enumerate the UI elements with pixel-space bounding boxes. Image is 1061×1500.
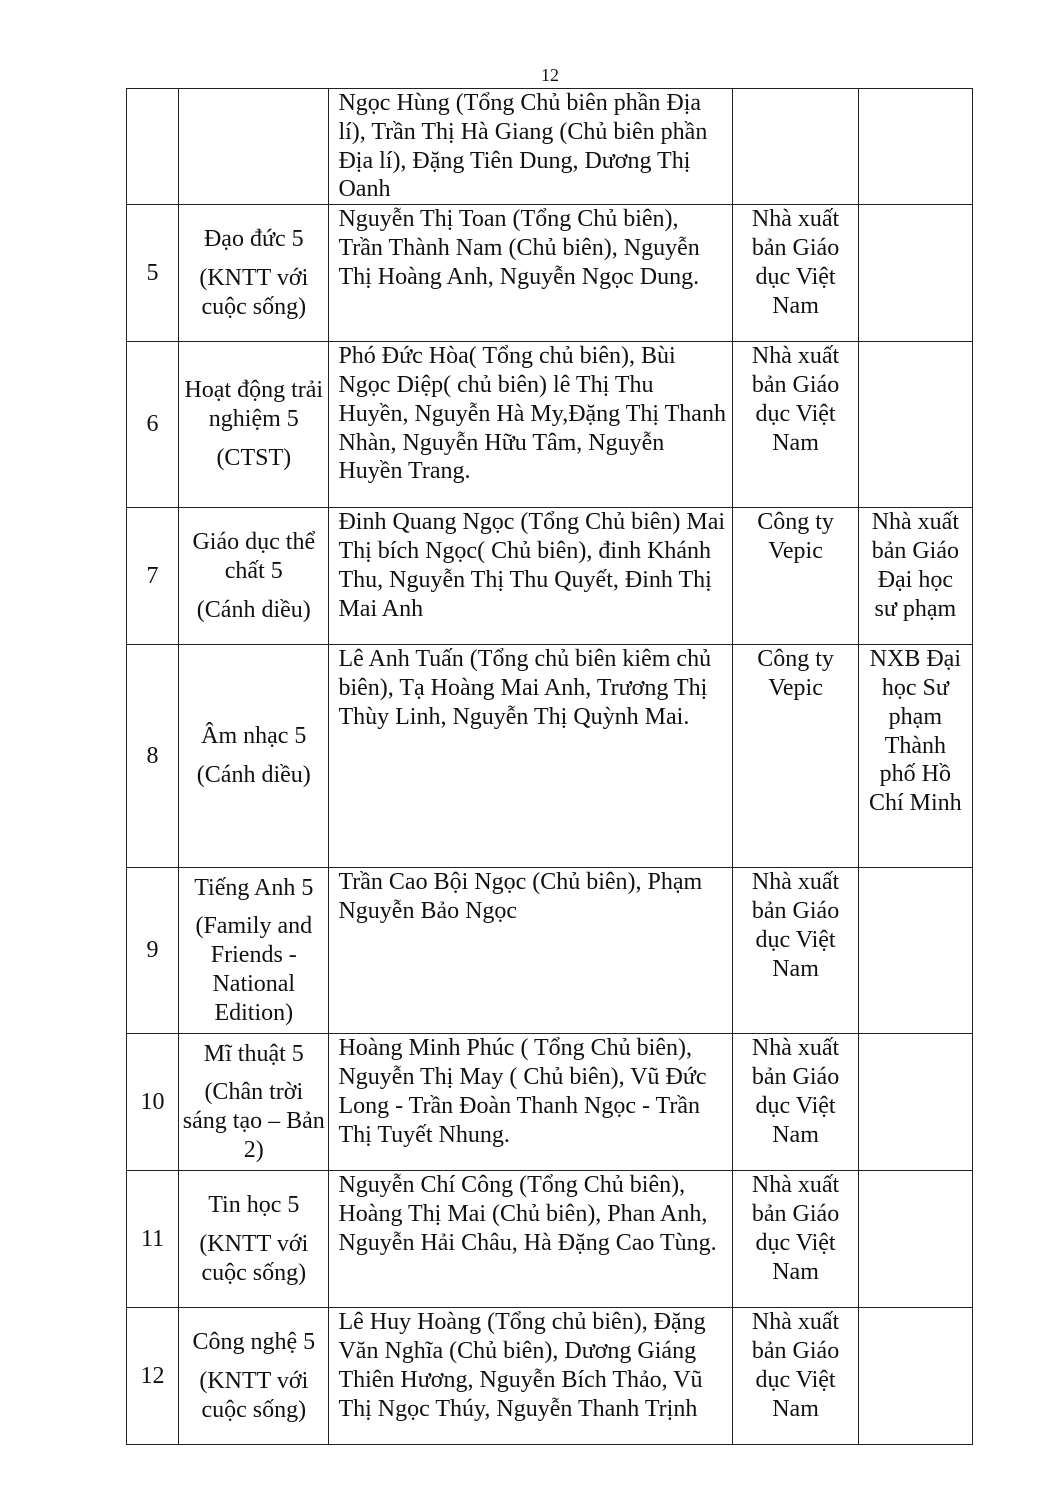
stt-cell: 6 xyxy=(127,342,179,508)
authors-cell: Ngọc Hùng (Tổng Chủ biên phần Địa lí), Trần Thị Hà Giang (Chủ biên phần Địa lí), Đặng Tiên Dung, Dương Thị Oanh xyxy=(329,89,733,205)
publisher-cell xyxy=(733,89,858,205)
subject-cell xyxy=(179,89,329,205)
stt-cell: 7 xyxy=(127,508,179,645)
table-row xyxy=(127,1308,973,1445)
authors-cell: Trần Cao Bội Ngọc (Chủ biên), Phạm Nguyễn Bảo Ngọc xyxy=(329,868,733,1034)
authors-cell: Phó Đức Hòa( Tổng chủ biên), Bùi Ngọc Diệp( chủ biên) lê Thị Thu Huyền, Nguyễn Hà My,Đặng Thị Thanh Nhàn, Nguyễn Hữu Tâm, Nguyễn Huyền Trang. xyxy=(329,342,733,508)
textbook-table xyxy=(126,88,973,1445)
other-publisher-cell xyxy=(858,868,972,1034)
subject-name: Công nghệ 5 xyxy=(192,1328,316,1355)
subject-edition: (Cánh diều) xyxy=(196,762,311,789)
stt-cell: 5 xyxy=(127,205,179,342)
publisher-cell: Công ty Vepic xyxy=(733,645,858,868)
stt-cell xyxy=(127,89,179,205)
authors-cell: Lê Huy Hoàng (Tổng chủ biên), Đặng Văn Nghĩa (Chủ biên), Dương Giáng Thiên Hương, Nguyễn Bích Thảo, Vũ Thị Ngọc Thúy, Nguyễn Thanh Trịnh xyxy=(329,1308,733,1445)
subject-cell xyxy=(179,205,329,342)
subject-cell xyxy=(179,645,329,868)
subject-name: Âm nhạc 5 xyxy=(201,723,307,750)
subject-edition: (Chân trời sáng tạo – Bản 2) xyxy=(182,1079,325,1163)
subject-name: Đạo đức 5 xyxy=(203,225,304,252)
subject-edition: (KNTT với cuộc sống) xyxy=(199,1367,309,1423)
stt-cell: 8 xyxy=(127,645,179,868)
subject-edition: (KNTT với cuộc sống) xyxy=(199,264,309,320)
subject-edition: (KNTT với cuộc sống) xyxy=(199,1230,309,1286)
subject-name: Tin học 5 xyxy=(208,1191,300,1218)
publisher-cell: Nhà xuất bản Giáo dục Việt Nam xyxy=(733,1034,858,1171)
subject-name: Mĩ thuật 5 xyxy=(203,1040,304,1067)
table-row xyxy=(127,1171,973,1308)
publisher-cell: Nhà xuất bản Giáo dục Việt Nam xyxy=(733,205,858,342)
publisher-cell: Nhà xuất bản Giáo dục Việt Nam xyxy=(733,1171,858,1308)
other-publisher-cell xyxy=(858,205,972,342)
subject-edition: (CTST) xyxy=(216,445,292,472)
other-publisher-cell xyxy=(858,1171,972,1308)
subject-cell xyxy=(179,1034,329,1171)
publisher-cell: Nhà xuất bản Giáo dục Việt Nam xyxy=(733,342,858,508)
stt-cell: 10 xyxy=(127,1034,179,1171)
subject-cell xyxy=(179,868,329,1034)
subject-cell xyxy=(179,508,329,645)
table-row xyxy=(127,342,973,508)
other-publisher-cell: NXB Đại học Sư phạm Thành phố Hồ Chí Minh xyxy=(858,645,972,868)
subject-cell xyxy=(179,1171,329,1308)
other-publisher-cell: Nhà xuất bản Giáo Đại học sư phạm xyxy=(858,508,972,645)
subject-edition: (Family and Friends - National Edition) xyxy=(195,913,313,1026)
other-publisher-cell xyxy=(858,342,972,508)
authors-cell: Đinh Quang Ngọc (Tổng Chủ biên) Mai Thị bích Ngọc( Chủ biên), đinh Khánh Thu, Nguyễn Thị Thu Quyết, Đinh Thị Mai Anh xyxy=(329,508,733,645)
subject-cell xyxy=(179,1308,329,1445)
other-publisher-cell xyxy=(858,1034,972,1171)
table-row xyxy=(127,205,973,342)
authors-cell: Hoàng Minh Phúc ( Tổng Chủ biên), Nguyễn Thị May ( Chủ biên), Vũ Đức Long - Trần Đoàn Thanh Ngọc - Trần Thị Tuyết Nhung. xyxy=(329,1034,733,1171)
publisher-cell: Công ty Vepic xyxy=(733,508,858,645)
other-publisher-cell xyxy=(858,1308,972,1445)
subject-name: Hoạt động trải nghiệm 5 xyxy=(184,377,324,433)
subject-cell xyxy=(179,342,329,508)
authors-cell: Nguyễn Thị Toan (Tổng Chủ biên), Trần Thành Nam (Chủ biên), Nguyễn Thị Hoàng Anh, Nguyễn Ngọc Dung. xyxy=(329,205,733,342)
table-row xyxy=(127,1034,973,1171)
stt-cell: 12 xyxy=(127,1308,179,1445)
subject-name: Giáo dục thể chất 5 xyxy=(192,528,316,584)
subject-name: Tiếng Anh 5 xyxy=(194,874,314,901)
publisher-cell: Nhà xuất bản Giáo dục Việt Nam xyxy=(733,868,858,1034)
other-publisher-cell xyxy=(858,89,972,205)
page-number: 12 xyxy=(541,65,559,85)
table-row xyxy=(127,868,973,1034)
stt-cell: 9 xyxy=(127,868,179,1034)
publisher-cell: Nhà xuất bản Giáo dục Việt Nam xyxy=(733,1308,858,1445)
stt-cell: 11 xyxy=(127,1171,179,1308)
table-row xyxy=(127,508,973,645)
authors-cell: Lê Anh Tuấn (Tổng chủ biên kiêm chủ biên), Tạ Hoàng Mai Anh, Trương Thị Thùy Linh, Nguyễn Thị Quỳnh Mai. xyxy=(329,645,733,868)
subject-edition: (Cánh diều) xyxy=(196,596,311,623)
table-row xyxy=(127,645,973,868)
authors-cell: Nguyễn Chí Công (Tổng Chủ biên), Hoàng Thị Mai (Chủ biên), Phan Anh, Nguyễn Hải Châu, Hà Đặng Cao Tùng. xyxy=(329,1171,733,1308)
table-row xyxy=(127,89,973,205)
